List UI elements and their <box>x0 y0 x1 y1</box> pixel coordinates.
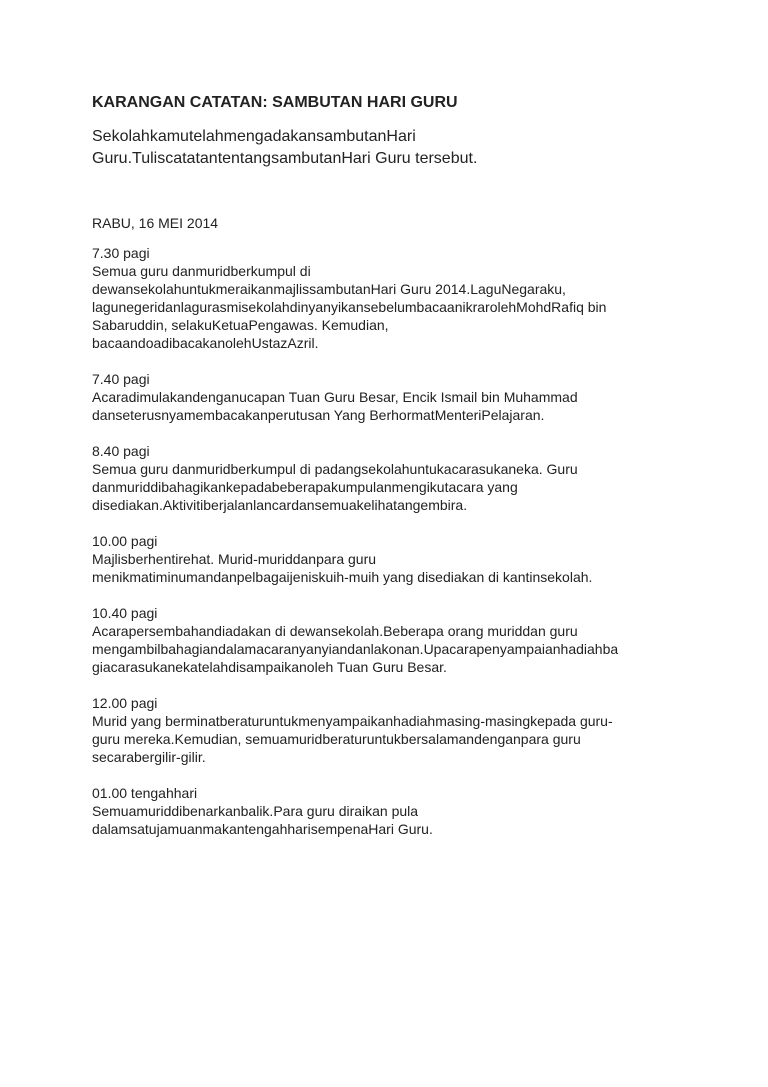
timeline-entry <box>92 784 692 838</box>
entry-text-line: mengambilbahagiandalamacaranyanyiandanlakonan.Upacarapenyampaianhadiahba <box>92 641 619 657</box>
entry-text-line: Majlisberhentirehat. Murid-muriddanpara guru <box>92 551 377 567</box>
entry-text-line: Semua guru danmuridberkumpul di padangsekolahuntukacarasukaneka. Guru <box>92 461 578 477</box>
entry-text-line: danmuriddibahagikankepadabeberapakumpulanmengikutacara yang <box>92 479 518 495</box>
entry-text-line: dewansekolahuntukmeraikanmajlissambutanHari Guru 2014.LaguNegaraku, <box>92 281 566 297</box>
entry-time: 01.00 tengahhari <box>92 785 198 801</box>
entry-time: 10.00 pagi <box>92 533 158 549</box>
entry-text-line: secarabergilir-gilir. <box>92 749 206 765</box>
event-date: RABU, 16 MEI 2014 <box>92 215 219 231</box>
entry-text-line: Acarapersembahandiadakan di dewansekolah.Beberapa orang muriddan guru <box>92 623 578 639</box>
timeline-entry <box>92 244 692 352</box>
entry-time: 8.40 pagi <box>92 443 150 459</box>
intro-line: SekolahkamutelahmengadakansambutanHari <box>92 128 416 145</box>
entry-text-line: Semuamuriddibenarkanbalik.Para guru diraikan pula <box>92 803 419 819</box>
entry-text-line: giacarasukanekatelahdisampaikanoleh Tuan Guru Besar. <box>92 659 447 675</box>
entry-text-line: guru mereka.Kemudian, semuamuridberaturuntukbersalamandenganpara guru <box>92 731 581 747</box>
entry-text-line: Semua guru danmuridberkumpul di <box>92 263 311 279</box>
entry-time: 7.40 pagi <box>92 371 150 387</box>
entry-text-line: danseterusnyamembacakanperutusan Yang BerhormatMenteriPelajaran. <box>92 407 545 423</box>
document-page <box>92 92 692 856</box>
entry-text-line: disediakan.Aktivitiberjalanlancardansemuakelihatangembira. <box>92 497 468 513</box>
entry-time: 10.40 pagi <box>92 605 158 621</box>
entry-time: 7.30 pagi <box>92 245 150 261</box>
timeline-entry <box>92 370 692 424</box>
intro-paragraph <box>92 126 692 170</box>
timeline-entry <box>92 442 692 514</box>
entries-list <box>92 244 692 838</box>
entry-text-line: bacaandoadibacakanolehUstazAzril. <box>92 335 319 351</box>
entry-text-line: Sabaruddin, selakuKetuaPengawas. Kemudian, <box>92 317 389 333</box>
entry-text-line: menikmatiminumandanpelbagaijeniskuih-muih yang disediakan di kantinsekolah. <box>92 569 593 585</box>
entry-text-line: Acaradimulakandenganucapan Tuan Guru Besar, Encik Ismail bin Muhammad <box>92 389 578 405</box>
entry-text-line: lagunegeridanlagurasmisekolahdinyanyikansebelumbacaanikrarolehMohdRafiq bin <box>92 299 607 315</box>
timeline-entry <box>92 694 692 766</box>
entry-text-line: dalamsatujamuanmakantengahharisempenaHari Guru. <box>92 821 433 837</box>
document-title: KARANGAN CATATAN: SAMBUTAN HARI GURU <box>92 94 458 111</box>
entry-time: 12.00 pagi <box>92 695 158 711</box>
intro-line: Guru.TuliscatatantentangsambutanHari Guru tersebut. <box>92 150 478 167</box>
timeline-entry <box>92 532 692 586</box>
entry-text-line: Murid yang berminatberaturuntukmenyampaikanhadiahmasing-masingkepada guru- <box>92 713 613 729</box>
timeline-entry <box>92 604 692 676</box>
